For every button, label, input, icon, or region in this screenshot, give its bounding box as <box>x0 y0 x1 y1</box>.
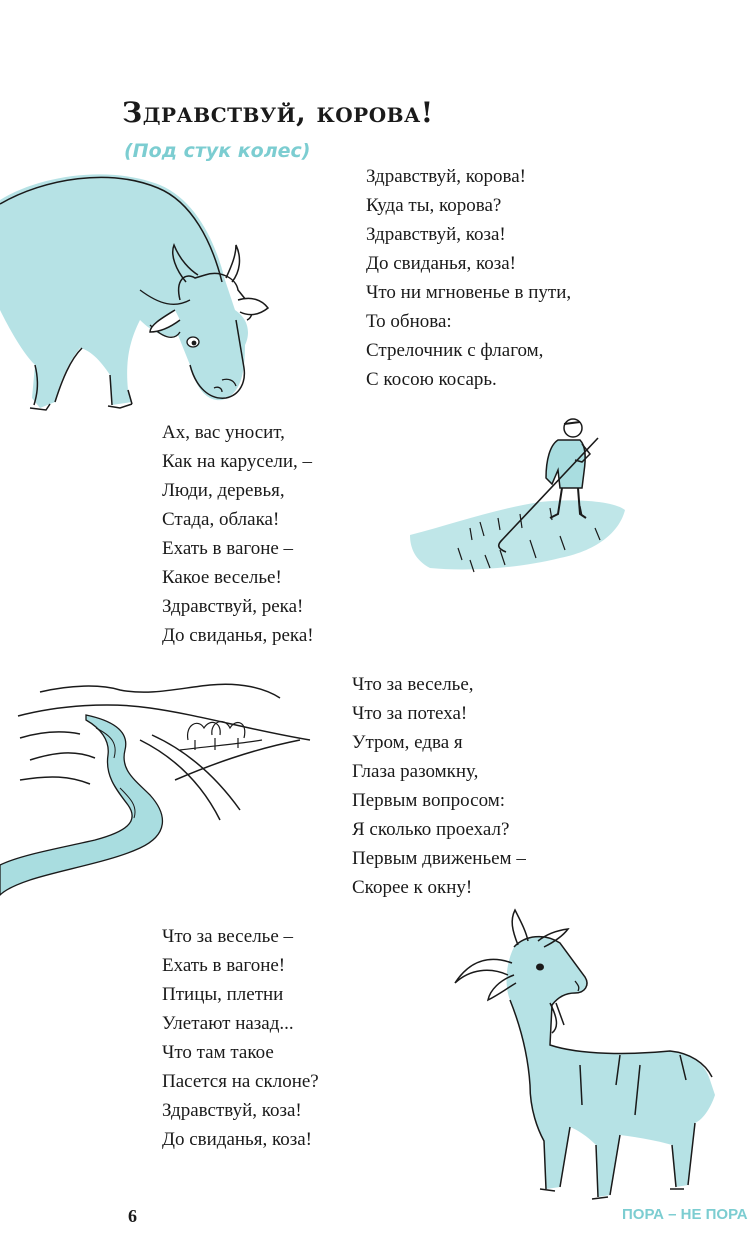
poem-line: Как на карусели, – <box>162 451 313 472</box>
poem-line: Что за потеха! <box>352 703 468 724</box>
poem-line: Ехать в вагоне! <box>162 955 286 976</box>
river-illustration <box>0 680 330 900</box>
poem-line: До свиданья, река! <box>162 625 314 646</box>
poem-line: Скорее к окну! <box>352 877 473 898</box>
poem-line: Какое веселье! <box>162 567 282 588</box>
poem-line: Здравствуй, коза! <box>162 1100 302 1121</box>
poem-line: Ехать в вагоне – <box>162 538 294 559</box>
poem-line: До свиданья, коза! <box>366 253 516 274</box>
poem-line: Я сколько проехал? <box>352 819 510 840</box>
mower-illustration <box>410 410 630 580</box>
stanza-1 <box>366 162 571 394</box>
poem-line: Что там такое <box>162 1042 274 1063</box>
poem-line: Здравствуй, корова! <box>366 166 526 187</box>
poem-line: Что за веселье – <box>162 926 294 947</box>
poem-line: То обнова: <box>366 311 452 332</box>
poem-line: Глаза разомкну, <box>352 761 479 782</box>
goat-illustration <box>440 905 720 1215</box>
poem-line: Здравствуй, коза! <box>366 224 506 245</box>
poem-line: Стада, облака! <box>162 509 280 530</box>
cow-illustration <box>0 160 280 430</box>
poem-line: Куда ты, корова? <box>366 195 502 216</box>
poem-line: Птицы, плетни <box>162 984 284 1005</box>
page-number: 6 <box>128 1206 137 1226</box>
stanza-3 <box>352 670 526 902</box>
poem-line: До свиданья, коза! <box>162 1129 312 1150</box>
poem-title: Здравствуй, корова! <box>122 96 434 129</box>
poem-line: Стрелочник с флагом, <box>366 340 544 361</box>
poem-line: Что ни мгновенье в пути, <box>366 282 572 303</box>
stanza-2 <box>162 418 314 650</box>
poem-line: Пасется на склоне? <box>162 1071 319 1092</box>
poem-line: Люди, деревья, <box>162 480 285 501</box>
poem-line: Ах, вас уносит, <box>162 422 285 443</box>
poem-line: Первым движеньем – <box>352 848 526 869</box>
poem-line: Здравствуй, река! <box>162 596 304 617</box>
poem-subtitle: (Под стук колес) <box>124 140 311 162</box>
stanza-4 <box>162 922 319 1154</box>
poem-line: Первым вопросом: <box>352 790 506 811</box>
poem-line: С косою косарь. <box>366 369 497 390</box>
poem-line: Что за веселье, <box>352 674 474 695</box>
poem-line: Улетают назад... <box>162 1013 294 1034</box>
section-footer-tag: ПОРА – НЕ ПОРА <box>622 1206 748 1223</box>
poem-line: Утром, едва я <box>352 732 463 753</box>
